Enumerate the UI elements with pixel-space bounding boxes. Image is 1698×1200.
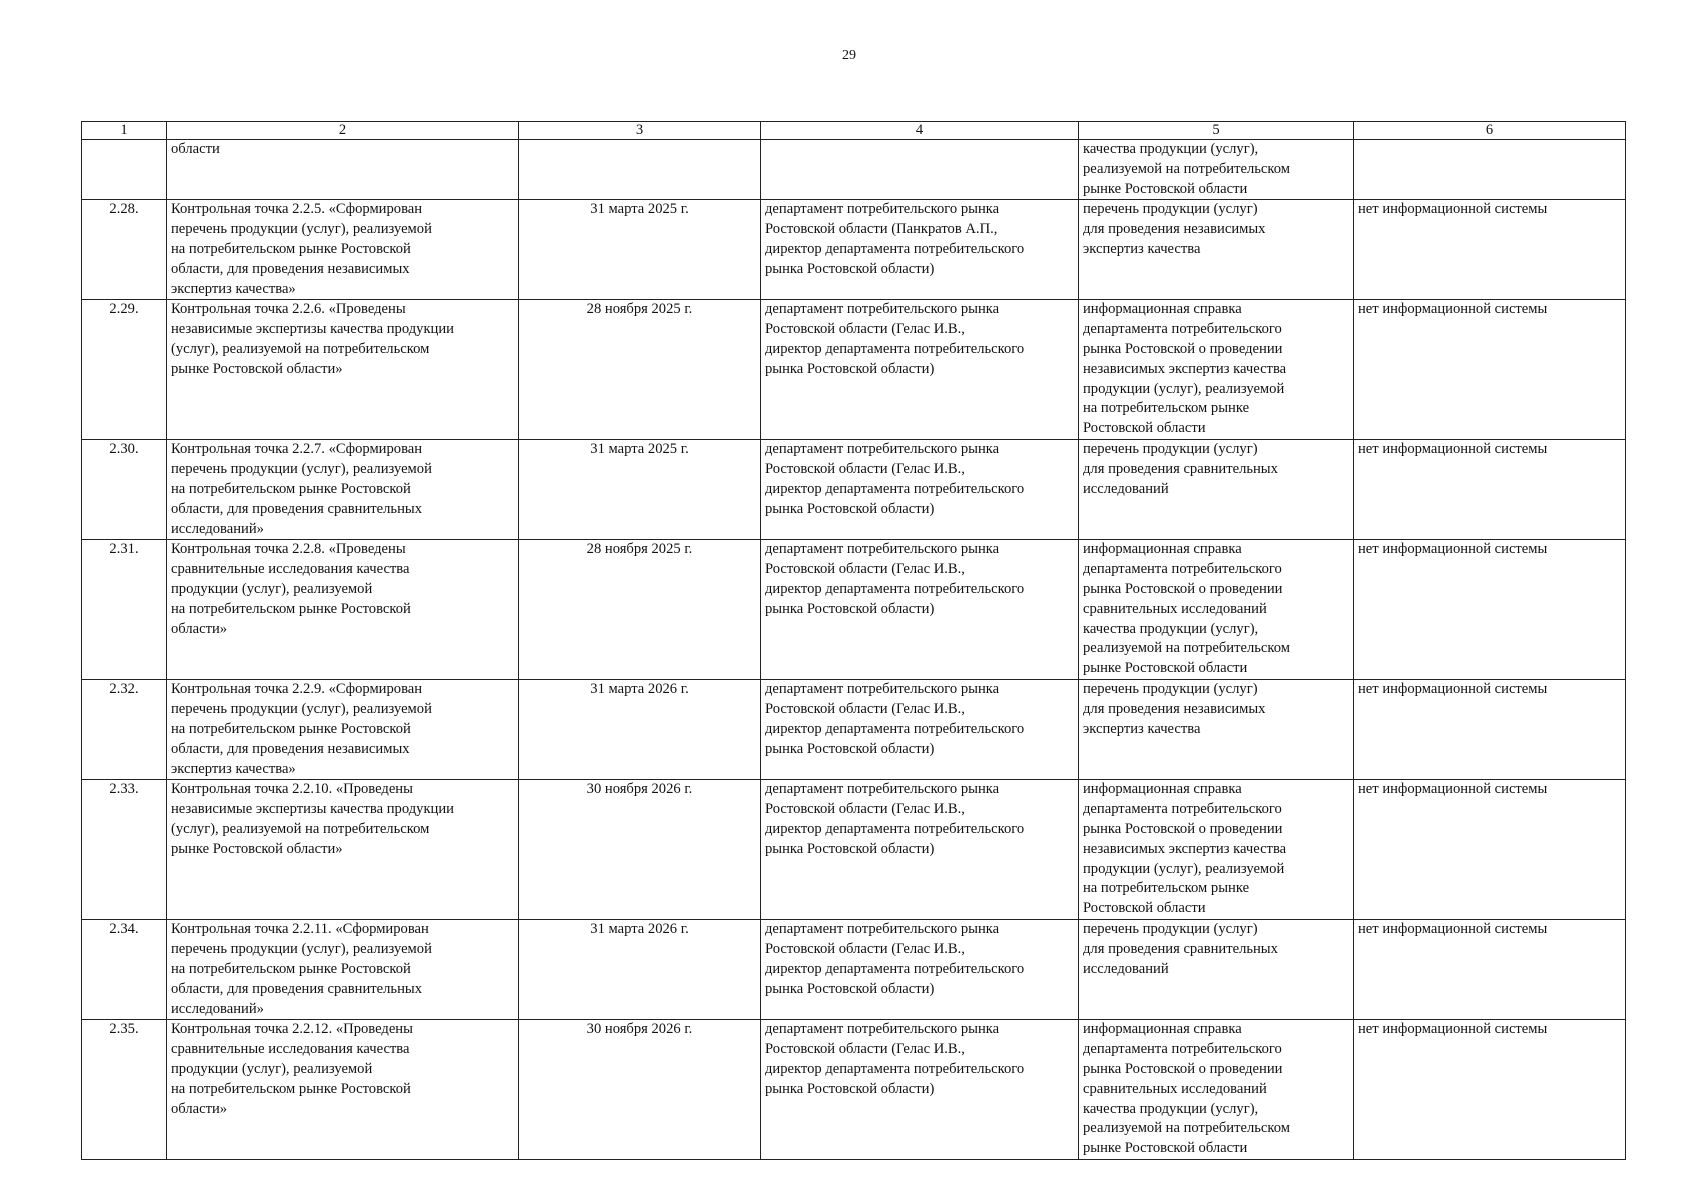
document-cell: перечень продукции (услуг) для проведения сравнительных исследований [1079,920,1354,1020]
row-number-cell [82,140,167,200]
responsible-cell: департамент потребительского рынка Ростовской области (Гелас И.В., директор департамента потребительского рынка Ростовской области) [761,540,1079,680]
document-cell: информационная справка департамента потребительского рынка Ростовской о проведении сравнительных исследований качества продукции (услуг), реализуемой на потребительском рынке Ростовской области [1079,540,1354,680]
row-number-cell: 2.30. [82,440,167,540]
date-cell: 31 марта 2025 г. [519,200,761,300]
document-cell: качества продукции (услуг), реализуемой на потребительском рынке Ростовской области [1079,140,1354,200]
document-cell: перечень продукции (услуг) для проведения независимых экспертиз качества [1079,200,1354,300]
event-cell: Контрольная точка 2.2.7. «Сформирован перечень продукции (услуг), реализуемой на потребительском рынке Ростовской области, для проведения сравнительных исследований» [167,440,519,540]
system-cell: нет информационной системы [1354,920,1626,1020]
row-number-cell: 2.29. [82,300,167,440]
document-cell: информационная справка департамента потребительского рынка Ростовской о проведении независимых экспертиз качества продукции (услуг), реализуемой на потребительском рынке Ростовской области [1079,780,1354,920]
system-cell: нет информационной системы [1354,780,1626,920]
responsible-cell: департамент потребительского рынка Ростовской области (Панкратов А.П., директор департамента потребительского рынка Ростовской области) [761,200,1079,300]
date-cell: 28 ноября 2025 г. [519,300,761,440]
responsible-cell [761,140,1079,200]
table-row [82,680,1626,780]
event-cell: Контрольная точка 2.2.5. «Сформирован перечень продукции (услуг), реализуемой на потребительском рынке Ростовской области, для проведения независимых экспертиз качества» [167,200,519,300]
event-cell: Контрольная точка 2.2.8. «Проведены сравнительные исследования качества продукции (услуг), реализуемой на потребительском рынке Ростовской области» [167,540,519,680]
system-cell: нет информационной системы [1354,300,1626,440]
system-cell: нет информационной системы [1354,1020,1626,1160]
row-number-cell: 2.28. [82,200,167,300]
table-row [82,1020,1626,1160]
row-number-cell: 2.32. [82,680,167,780]
responsible-cell: департамент потребительского рынка Ростовской области (Гелас И.В., директор департамента потребительского рынка Ростовской области) [761,1020,1079,1160]
responsible-cell: департамент потребительского рынка Ростовской области (Гелас И.В., директор департамента потребительского рынка Ростовской области) [761,680,1079,780]
responsible-cell: департамент потребительского рынка Ростовской области (Гелас И.В., директор департамента потребительского рынка Ростовской области) [761,780,1079,920]
plan-table [81,121,1626,1160]
event-cell: Контрольная точка 2.2.12. «Проведены сравнительные исследования качества продукции (услуг), реализуемой на потребительском рынке Ростовской области» [167,1020,519,1160]
responsible-cell: департамент потребительского рынка Ростовской области (Гелас И.В., директор департамента потребительского рынка Ростовской области) [761,300,1079,440]
date-cell: 28 ноября 2025 г. [519,540,761,680]
column-number-3: 3 [519,122,761,140]
event-cell: Контрольная точка 2.2.10. «Проведены независимые экспертизы качества продукции (услуг), реализуемой на потребительском рынке Ростовской области» [167,780,519,920]
table-row [82,920,1626,1020]
event-cell: области [167,140,519,200]
table-row [82,300,1626,440]
system-cell: нет информационной системы [1354,680,1626,780]
document-cell: перечень продукции (услуг) для проведения независимых экспертиз качества [1079,680,1354,780]
system-cell: нет информационной системы [1354,200,1626,300]
date-cell: 31 марта 2026 г. [519,920,761,1020]
date-cell: 30 ноября 2026 г. [519,1020,761,1160]
document-cell: информационная справка департамента потребительского рынка Ростовской о проведении независимых экспертиз качества продукции (услуг), реализуемой на потребительском рынке Ростовской области [1079,300,1354,440]
responsible-cell: департамент потребительского рынка Ростовской области (Гелас И.В., директор департамента потребительского рынка Ростовской области) [761,920,1079,1020]
row-number-cell: 2.33. [82,780,167,920]
document-cell: перечень продукции (услуг) для проведения сравнительных исследований [1079,440,1354,540]
row-number-cell: 2.34. [82,920,167,1020]
page-number: 29 [842,48,856,63]
row-number-cell: 2.35. [82,1020,167,1160]
column-number-2: 2 [167,122,519,140]
column-number-6: 6 [1354,122,1626,140]
system-cell: нет информационной системы [1354,540,1626,680]
responsible-cell: департамент потребительского рынка Ростовской области (Гелас И.В., директор департамента потребительского рынка Ростовской области) [761,440,1079,540]
column-number-row [82,122,1626,140]
column-number-1: 1 [82,122,167,140]
table-row [82,200,1626,300]
date-cell: 31 марта 2026 г. [519,680,761,780]
date-cell [519,140,761,200]
system-cell: нет информационной системы [1354,440,1626,540]
row-number-cell: 2.31. [82,540,167,680]
column-number-4: 4 [761,122,1079,140]
event-cell: Контрольная точка 2.2.9. «Сформирован перечень продукции (услуг), реализуемой на потребительском рынке Ростовской области, для проведения независимых экспертиз качества» [167,680,519,780]
document-cell: информационная справка департамента потребительского рынка Ростовской о проведении сравнительных исследований качества продукции (услуг), реализуемой на потребительском рынке Ростовской области [1079,1020,1354,1160]
date-cell: 31 марта 2025 г. [519,440,761,540]
table-row [82,780,1626,920]
table-row [82,440,1626,540]
event-cell: Контрольная точка 2.2.11. «Сформирован перечень продукции (услуг), реализуемой на потребительском рынке Ростовской области, для проведения сравнительных исследований» [167,920,519,1020]
column-number-5: 5 [1079,122,1354,140]
date-cell: 30 ноября 2026 г. [519,780,761,920]
table-row [82,540,1626,680]
system-cell [1354,140,1626,200]
continuation-row [82,140,1626,200]
event-cell: Контрольная точка 2.2.6. «Проведены независимые экспертизы качества продукции (услуг), реализуемой на потребительском рынке Ростовской области» [167,300,519,440]
